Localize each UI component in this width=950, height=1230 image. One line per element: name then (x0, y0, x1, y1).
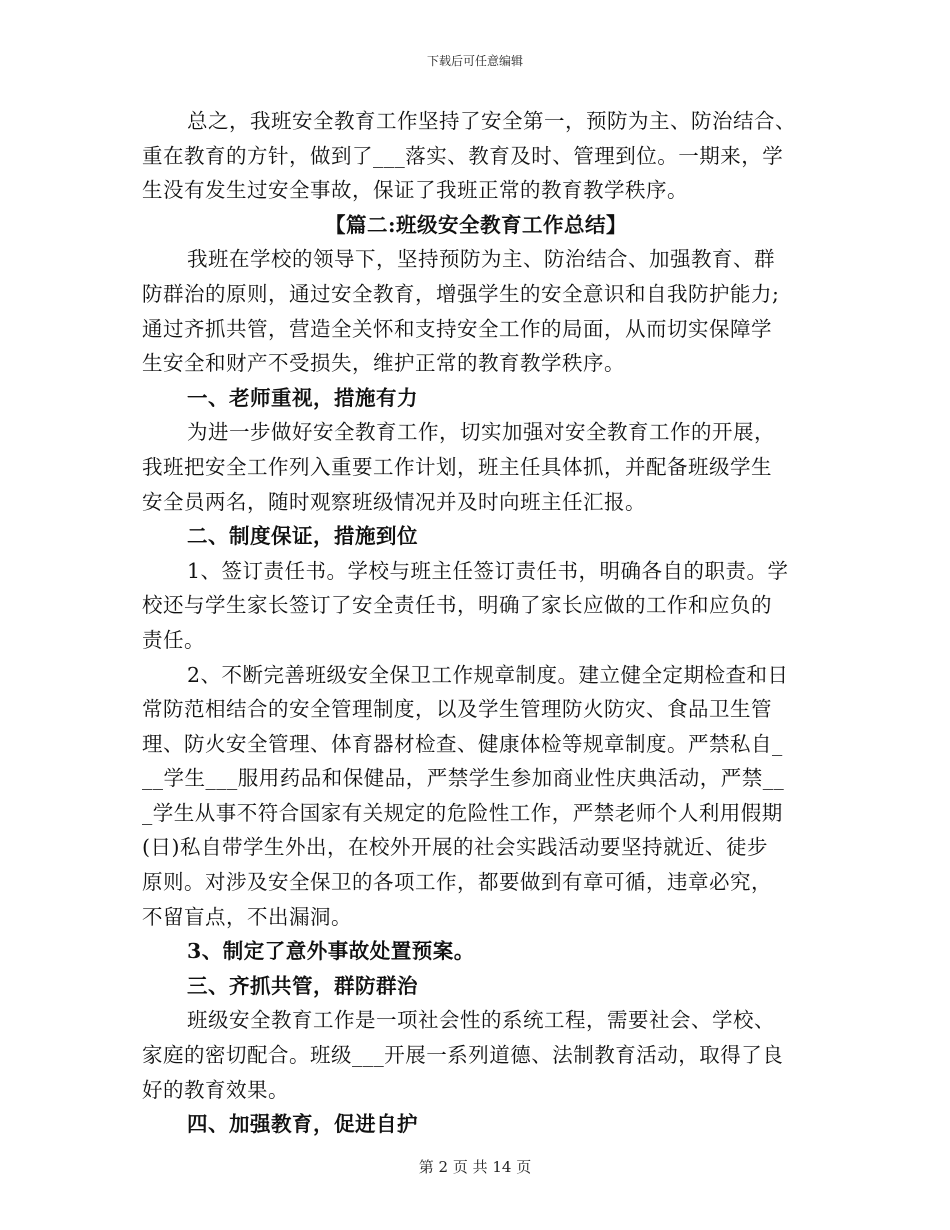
paragraph-line: __学生___服用药品和保健品，严禁学生参加商业性庆典活动，严禁__ (142, 766, 785, 791)
paragraph-line: 重在教育的方针，做到了___落实、教育及时、管理到位。一期来，学 (142, 143, 784, 168)
paragraph-line: 生没有发生过安全事故，保证了我班正常的教育教学秩序。 (142, 178, 688, 203)
section-heading: 3、制定了意外事故处置预案。 (187, 939, 475, 964)
paragraph-line: 防群治的原则，通过安全教育，增强学生的安全意识和自我防护能力; (142, 281, 780, 306)
paragraph-line: 班级安全教育工作是一项社会性的系统工程，需要社会、学校、 (187, 1008, 775, 1033)
paragraph-line: 好的教育效果。 (142, 1077, 289, 1102)
section-heading: 三、齐抓共管，群防群治 (187, 973, 418, 998)
paragraph-line: _学生从事不符合国家有关规定的危险性工作，严禁老师个人利用假期 (142, 800, 783, 825)
paragraph-line: 我班在学校的领导下，坚持预防为主、防治结合、加强教育、群 (187, 247, 775, 272)
section-title: 【篇二:班级安全教育工作总结】 (324, 212, 628, 237)
page-footer: 第 2 页 共 14 页 (418, 1158, 532, 1176)
paragraph-line: 我班把安全工作列入重要工作计划，班主任具体抓，并配备班级学生 (142, 454, 772, 479)
paragraph-line: 理、防火安全管理、体育器材检查、健康体检等规章制度。严禁私自_ (142, 731, 783, 756)
section-heading: 一、老师重视，措施有力 (187, 385, 418, 410)
page-header: 下载后可任意编辑 (426, 54, 523, 68)
paragraph-line: 安全员两名，随时观察班级情况并及时向班主任汇报。 (142, 489, 646, 514)
section-heading: 四、加强教育，促进自护 (187, 1112, 418, 1137)
paragraph-line: 责任。 (142, 627, 205, 652)
paragraph-line: 生安全和财产不受损失，维护正常的教育教学秩序。 (142, 351, 625, 376)
paragraph-line: 常防范相结合的安全管理制度，以及学生管理防火防灾、食品卫生管 (142, 697, 772, 722)
paragraph-line: 校还与学生家长签订了安全责任书，明确了家长应做的工作和应负的 (142, 593, 772, 618)
paragraph-line: 不留盲点，不出漏洞。 (142, 904, 352, 929)
paragraph-line: 总之，我班安全教育工作坚持了安全第一，预防为主、防治结合、 (187, 109, 796, 133)
document-body (142, 104, 810, 1142)
section-heading: 二、制度保证，措施到位 (187, 524, 418, 549)
paragraph-line: 1、签订责任书。学校与班主任签订责任书，明确各自的职责。学 (187, 558, 789, 583)
paragraph-line: 2、不断完善班级安全保卫工作规章制度。建立健全定期检查和日 (187, 662, 789, 687)
paragraph-line: 为进一步做好安全教育工作，切实加强对安全教育工作的开展， (187, 420, 775, 445)
paragraph-line: 家庭的密切配合。班级___开展一系列道德、法制教育活动，取得了良 (142, 1043, 784, 1068)
paragraph-line: 原则。对涉及安全保卫的各项工作，都要做到有章可循，违章必究， (142, 870, 772, 895)
paragraph-line: 通过齐抓共管，营造全关怀和支持安全工作的局面，从而切实保障学 (142, 316, 772, 341)
paragraph-line: (日)私自带学生外出，在校外开展的社会实践活动要坚持就近、徒步 (142, 835, 768, 860)
